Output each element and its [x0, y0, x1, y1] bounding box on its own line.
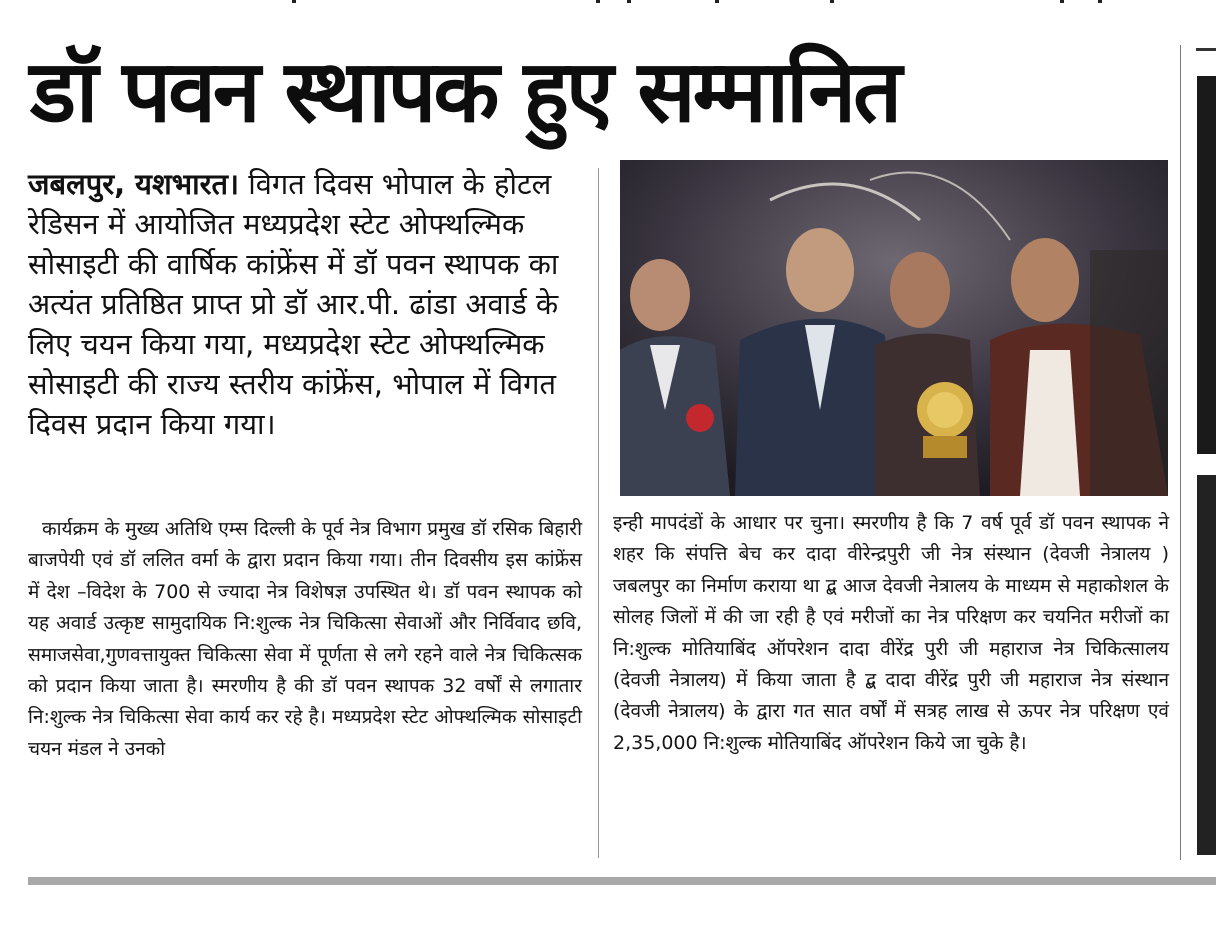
lead-text: विगत दिवस भोपाल के होटल रेडिसन में आयोजित मध्यप्रदेश स्टेट ओफ्थल्मिक सोसाइटी की वार्षिक कांफ्रेंस में डॉ पवन स्थापक का अत्यंत प्रतिष्ठित प्राप्त प्रो डॉ आर.पी. ढांडा अवार्ड के लिए चयन किया गया, मध्यप्रदेश स्टेट ओफ्थल्मिक सोसाइटी की राज्य स्तरीय कांफ्रेंस, भोपाल में विगत दिवस प्रदान किया गया। — [28, 167, 559, 441]
dateline: जबलपुर, यशभारत। — [28, 167, 240, 201]
column-divider — [598, 168, 599, 858]
headline: डॉ पवन स्थापक हुए सम्मानित — [30, 42, 900, 142]
award-photo — [620, 160, 1168, 496]
left-body-column: कार्यक्रम के मुख्य अतिथि एम्स दिल्ली के पूर्व नेत्र विभाग प्रमुख डॉ रसिक बिहारी बाजपेयी एवं डॉ ललित वर्मा के द्वारा प्रदान किया गया। तीन दिवसीय इस कांफ्रेंस में देश –विदेश के 700 से ज्यादा नेत्र विशेषज्ञ उपस्थित थे। डॉ पवन स्थापक को यह अवार्ड उत्कृष्ट सामुदायिक नि:शुल्क नेत्र चिकित्सा सेवाओं और निर्विवाद छवि, समाजसेवा,गुणवत्तायुक्त चिकित्सा सेवा में पूर्णता से लगे रहने वाले नेत्र चिकित्सक को प्रदान किया जाता है। स्मरणीय है की डॉ पवन स्थापक 32 वर्षों से लगातार नि:शुल्क नेत्र चिकित्सा सेवा कार्य कर रहे है। मध्यप्रदेश स्टेट ओफ्थल्मिक सोसाइटी चयन मंडल ने उनको — [28, 518, 582, 760]
adjacent-photo-edge-bottom — [1197, 475, 1216, 855]
bottom-divider — [28, 877, 1216, 885]
right-column-divider — [1180, 45, 1181, 860]
adjacent-article-edge — [1196, 48, 1216, 51]
adjacent-photo-edge-top — [1197, 76, 1216, 454]
top-edge-text-fragments — [0, 0, 1216, 10]
right-body-column: इन्ही मापदंडों के आधार पर चुना। स्मरणीय है कि 7 वर्ष पूर्व डॉ पवन स्थापक ने शहर कि संपत्ति बेच कर दादा वीरेन्द्रपुरी जी नेत्र संस्थान (देवजी नेत्रालय ) जबलपुर का निर्माण कराया था द्ब आज देवजी नेत्रालय के माध्यम से महाकोशल के सोलह जिलों में की जा रही है एवं मरीजों का नेत्र परिक्षण कर चयनित मरीजों का नि:शुल्क मोतियाबिंद ऑपरेशन दादा वीरेंद्र पुरी जी महाराज नेत्र चिकित्सालय (देवजी नेत्रालय) में किया जाता है द्ब दादा वीरेंद्र पुरी जी महाराज नेत्र संस्थान (देवजी नेत्रालय) के द्वारा गत सात वर्षों में सत्रह लाख से ऊपर नेत्र परिक्षण एवं 2,35,000 नि:शुल्क मोतियाबिंद ऑपरेशन किये जा चुके है। — [613, 512, 1169, 754]
lead-paragraph — [28, 164, 588, 444]
